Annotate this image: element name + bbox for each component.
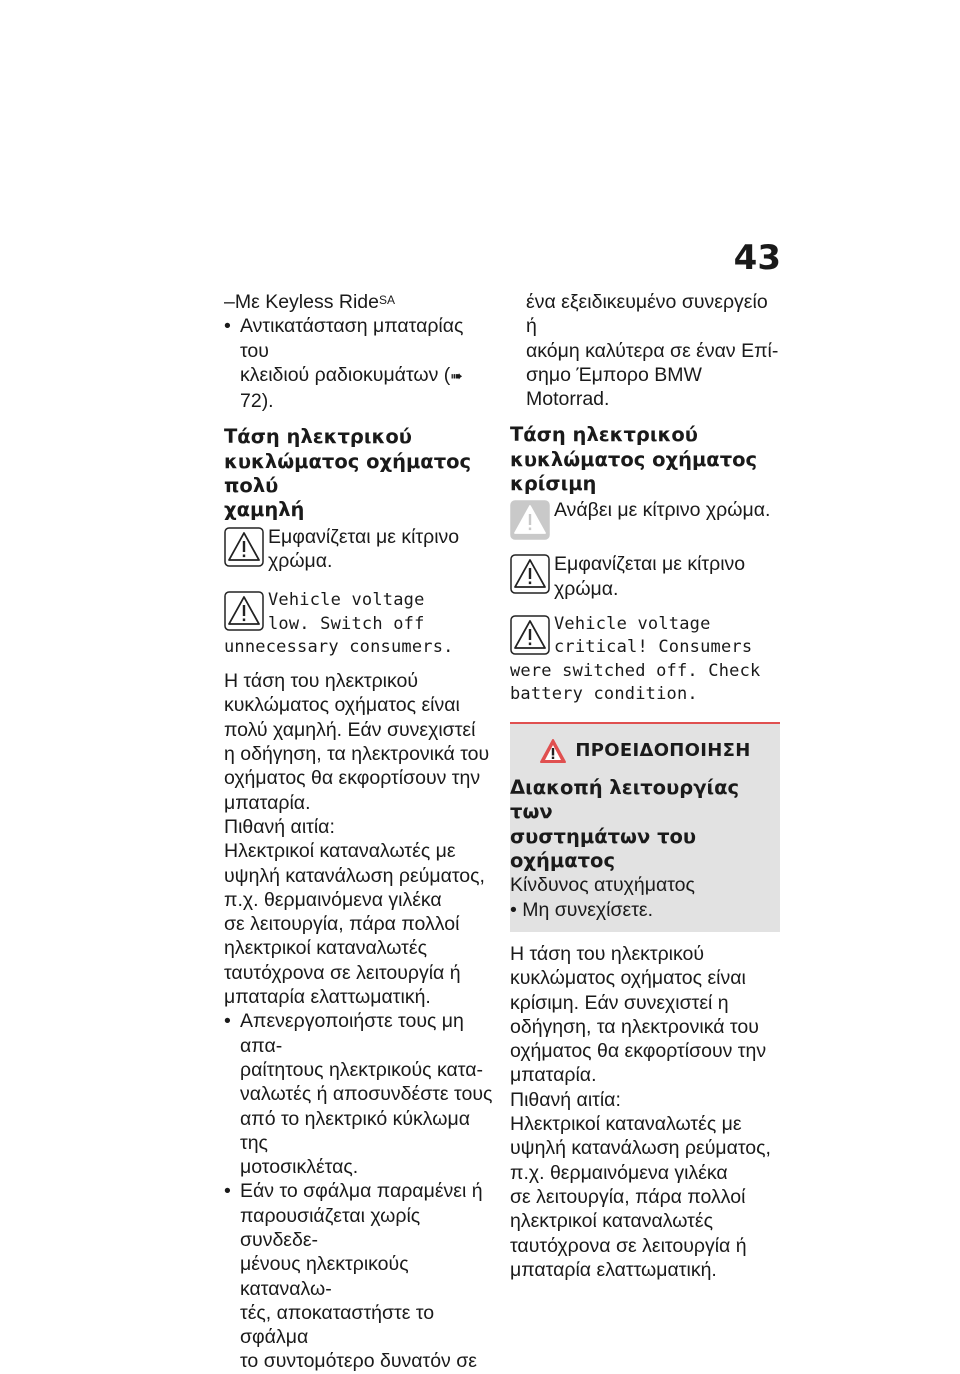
bullet-dot-icon: • <box>224 1010 231 1033</box>
indicator-row: Εμφανίζεται με κίτρινο χρώμα. <box>510 552 780 601</box>
indicator-row: Ανάβει με κίτρινο χρώμα. <box>510 498 780 540</box>
indicator-row: Εμφανίζεται με κίτρινο χρώμα. <box>224 525 494 574</box>
display-message-row: Vehicle voltage low. Switch off <box>224 589 494 636</box>
right-column <box>510 290 780 1282</box>
bullet-dot-icon: • <box>224 315 231 338</box>
bullet-item: • Εάν το σφάλμα παραμένει ή παρουσιάζεται χωρίς συνδεδε- μένους ηλεκτρικούς καταναλω- τές, αποκαταστήστε το σφάλμα το συντομότερο δυνατόν σε <box>224 1180 483 1373</box>
warning-box <box>510 722 780 932</box>
display-message-row: Vehicle voltage critical! Consumers <box>510 613 780 660</box>
bullet-item: • Αντικατάσταση μπαταρίας του κλειδιού ραδιοκυμάτων (➠ 72). <box>224 315 464 413</box>
bullet-dot-icon: • <box>224 1180 231 1203</box>
warning-title: ΠΡΟΕΙΔΟΠΟΙΗΣΗ <box>510 738 780 764</box>
description-paragraph: Η τάση του ηλεκτρικού κυκλώματος οχήματος είναι κρίσιμη. Εάν συνεχιστεί η οδήγηση, τα ηλεκτρονικά του οχήματος θα εκφορτίσουν την μπαταρία. <box>510 942 767 1087</box>
sa-superscript: SA <box>379 293 396 307</box>
cause-paragraph: Ηλεκτρικοί καταναλωτές με υψηλή κατανάλωση ρεύματος, π.χ. θερμαινόμενα γιλέκα σε λειτουργία, πάρα πολλοί ηλεκτρικοί καταναλωτές ταυτόχρονα σε λειτουργία ή μπαταρία ελαττωματική. <box>224 840 485 1009</box>
cause-paragraph: Ηλεκτρικοί καταναλωτές με υψηλή κατανάλωση ρεύματος, π.χ. θερμαινόμενα γιλέκα σε λειτουργία, πάρα πολλοί ηλεκτρικοί καταναλωτές ταυτόχρονα σε λειτουργία ή μπαταρία ελαττωματική. <box>510 1113 771 1281</box>
cause-label: Πιθανή αιτία: <box>224 815 335 838</box>
section-heading: Τάση ηλεκτρικού κυκλώματος οχήματος πολύ χαμηλή <box>224 425 472 522</box>
description-paragraph: Η τάση του ηλεκτρικού κυκλώματος οχήματος είναι πολύ χαμηλή. Εάν συνεχιστεί η οδήγηση, τα ηλεκτρονικά του οχήματος θα εκφορτίσουν την μπαταρία. <box>224 670 490 814</box>
arrow-ref-icon: ➠ <box>450 367 463 385</box>
warning-triangle-icon <box>539 738 567 764</box>
display-message-cont: unnecessary consumers. <box>224 636 454 657</box>
warning-triangle-icon <box>224 591 264 631</box>
warning-triangle-icon <box>224 527 264 567</box>
keyless-line: –Με Keyless Ride$^{SA}$ <box>224 291 396 313</box>
warning-action: • Μη συνεχίσετε. <box>510 898 654 921</box>
page-ref-link[interactable]: 72). <box>240 390 274 413</box>
section-heading: Τάση ηλεκτρικού κυκλώματος οχήματος κρίσιμη <box>510 423 758 496</box>
display-message-cont: were switched off. Check battery condition. <box>510 660 761 704</box>
left-column <box>224 290 494 1374</box>
cause-label: Πιθανή αιτία: <box>510 1088 621 1111</box>
warning-triangle-icon <box>510 615 550 655</box>
bullet-item: • Απενεργοποιήστε τους μη απα- ραίτητους ηλεκτρικούς κατα- ναλωτές ή αποσυνδέστε τους από το ηλεκτρικό κύκλωμα της μοτοσικλέτας. <box>224 1010 493 1179</box>
warning-triangle-filled-icon <box>510 500 550 540</box>
page-number: 43 <box>733 238 781 278</box>
warning-heading: Διακοπή λειτουργίας των συστημάτων του οχήματος <box>510 776 740 873</box>
bullet-continuation: ένα εξειδικευμένο συνεργείο ή ακόμη καλύτερα σε έναν Επί- σημο Έμπορο BMW Motorrad. <box>526 291 779 411</box>
warning-risk: Κίνδυνος ατυχήματος <box>510 874 695 897</box>
warning-triangle-icon <box>510 554 550 594</box>
